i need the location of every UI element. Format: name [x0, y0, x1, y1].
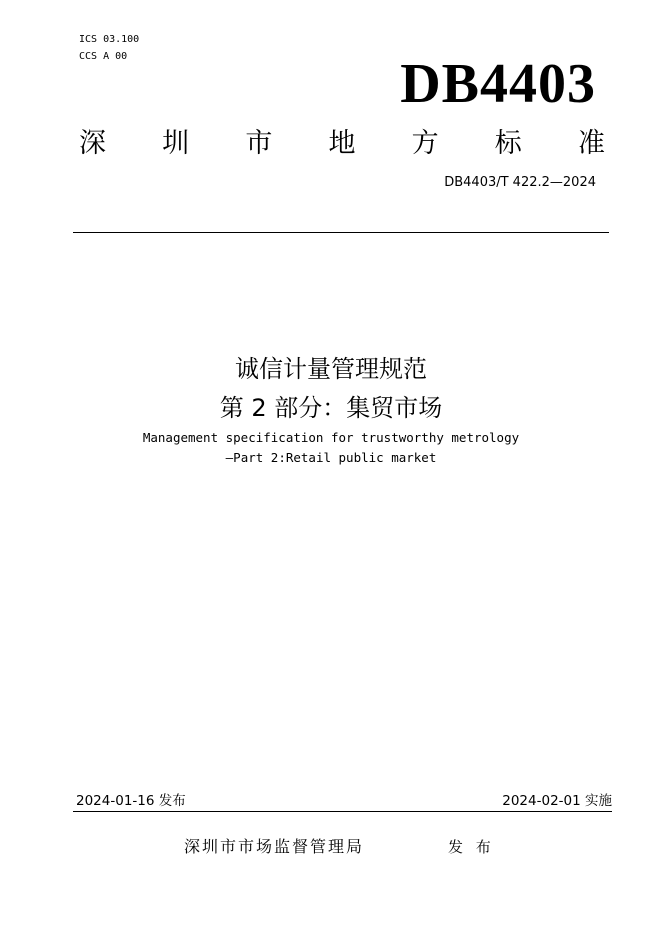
title-char: 地 — [328, 128, 356, 159]
footer-divider — [73, 811, 612, 812]
title-char: 标 — [494, 128, 522, 159]
title-char: 方 — [411, 128, 439, 159]
publish-label: 发 布 — [448, 838, 495, 856]
title-char: 深 — [79, 128, 106, 159]
title-char: 准 — [577, 128, 605, 159]
ics-code: ICS 03.100 — [79, 34, 140, 45]
standard-number: DB4403/T 422.2—2024 — [444, 175, 596, 190]
ccs-code: CCS A 00 — [79, 51, 128, 62]
document-title: 诚信计量管理规范 — [235, 355, 427, 383]
document-subtitle: 第 2 部分：集贸市场 — [219, 394, 443, 422]
header-divider — [73, 232, 609, 233]
standard-category-title — [79, 126, 605, 162]
issue-date: 2024-01-16 发布 — [76, 793, 186, 809]
title-char: 市 — [245, 128, 273, 159]
title-char: 圳 — [162, 128, 190, 159]
english-title: Management specification for trustworthy metrology — [142, 430, 520, 445]
standard-code-heading: DB4403 — [400, 53, 596, 115]
publisher-name: 深圳市市场监督管理局 — [184, 837, 365, 856]
implementation-date: 2024-02-01 实施 — [502, 793, 612, 809]
english-subtitle: —Part 2:Retail public market — [225, 450, 437, 465]
